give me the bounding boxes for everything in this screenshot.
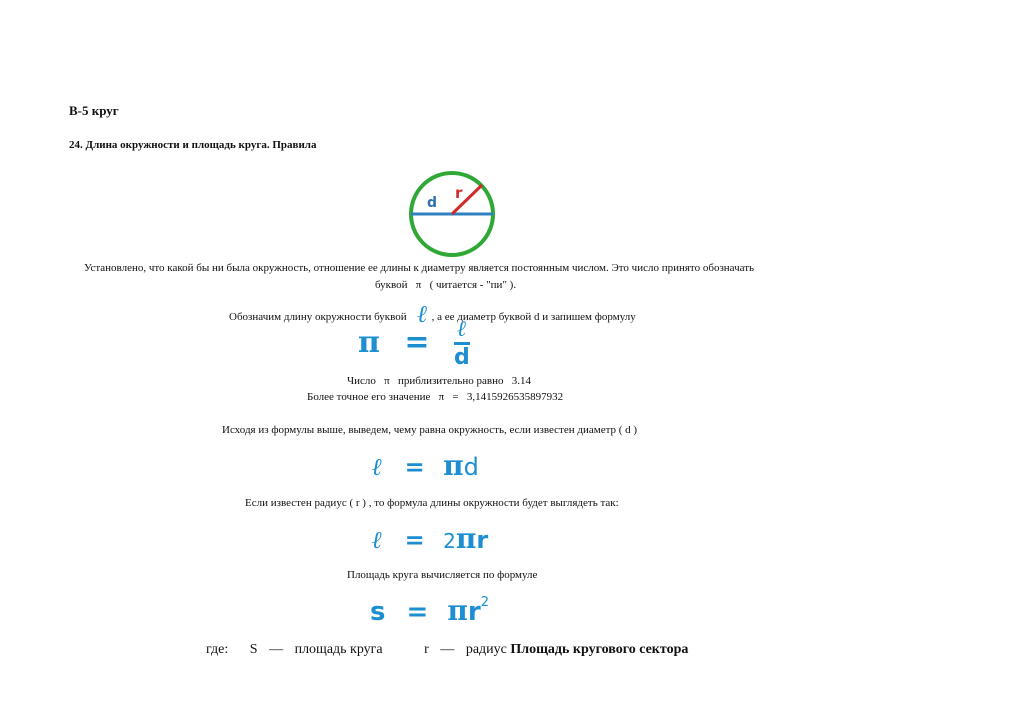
para-definition-line1: Установлено, что какой бы ни была окружность, отношение ее длины к диаметру является постоянным числом. Это число принято обозначать <box>84 262 755 274</box>
para-radius-formula: Если известен радиус ( r ) , то формула длины окружности будет выглядеть так: <box>245 497 619 509</box>
formula4-exponent: 2 <box>480 595 490 611</box>
text-bukvoy: буквой <box>375 279 408 291</box>
legend-dash1: — <box>269 642 284 657</box>
approx-pi: π <box>384 375 390 387</box>
approx-label: Число <box>347 375 376 387</box>
formula-circumference-radius <box>372 522 488 555</box>
legend-r-desc: радиус <box>465 642 507 657</box>
formula4-equals: = <box>406 597 429 627</box>
formula1-numerator: ℓ <box>454 318 470 345</box>
formula2-l: ℓ <box>372 452 383 481</box>
exact-eq: = <box>452 391 459 403</box>
legend-line <box>206 642 688 658</box>
formula1-fraction <box>454 318 470 369</box>
formula1-pi: π <box>358 325 380 360</box>
formula-circumference-diameter <box>372 449 479 482</box>
text-read-as-pi: ( читается - "пи" ). <box>429 279 517 291</box>
section-title: 24. Длина окружности и площадь круга. Правила <box>69 139 317 151</box>
formula1-equals: = <box>404 325 430 360</box>
legend-dash2: — <box>440 642 455 657</box>
approx-text: приблизительно равно <box>397 375 504 387</box>
formula3-l: ℓ <box>372 525 383 554</box>
legend-r: r <box>424 642 429 657</box>
radius-label: r <box>455 184 463 202</box>
approx-value: 3.14 <box>511 375 531 387</box>
text-notation-before: Обозначим длину окружности буквой <box>229 311 407 323</box>
exact-value: 3,1415926535897932 <box>466 391 564 403</box>
formula2-equals: = <box>404 453 425 481</box>
pi-exact-line <box>307 391 563 403</box>
exact-pi: π <box>438 391 445 403</box>
formula4-r: r <box>467 597 481 627</box>
formula3-equals: = <box>404 526 425 554</box>
legend-s-desc: площадь круга <box>294 642 383 657</box>
para-diameter-formula: Исходя из формулы выше, выведем, чему равна окружность, если известен диаметр ( d ) <box>222 424 638 436</box>
formula2-pi: π <box>443 449 464 482</box>
para-area-formula: Площадь круга вычисляется по формуле <box>347 569 538 581</box>
legend-s: S <box>249 642 258 657</box>
formula1-denominator: d <box>454 345 470 370</box>
exact-label: Более точное его значение <box>307 391 431 403</box>
formula3-pi: π <box>455 522 477 555</box>
formula3-two: 2 <box>443 529 456 553</box>
formula2-d: d <box>463 453 479 481</box>
formula-pi-definition <box>358 318 470 369</box>
formula4-s: s <box>370 597 386 627</box>
diameter-label: d <box>427 195 438 211</box>
formula3-r: r <box>476 526 489 554</box>
text-notation-after: , а ее диаметр буквой d и запишем формулу <box>431 311 636 323</box>
legend-where: где: <box>206 642 229 657</box>
para-definition-line2 <box>375 279 516 291</box>
formula-area <box>370 594 489 627</box>
next-section-title: Площадь кругового сектора <box>510 642 689 657</box>
circle-diagram <box>405 169 499 259</box>
ell-symbol: ℓ <box>417 299 428 328</box>
pi-symbol: π <box>415 279 422 291</box>
pi-approx-line <box>347 375 531 387</box>
formula4-pi: π <box>447 594 468 627</box>
page-title: B-5 круг <box>69 103 119 118</box>
